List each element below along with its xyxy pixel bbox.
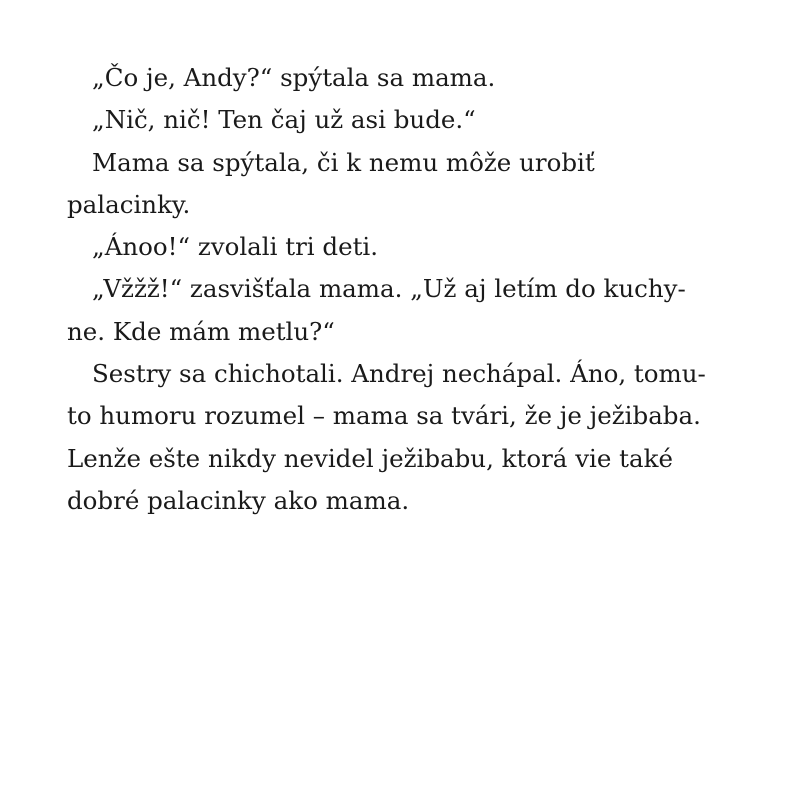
text-line: Mama sa spýtala, či k nemu môže urobiť — [92, 147, 595, 177]
text-line: „Nič, nič! Ten čaj už asi bude.“ — [92, 105, 476, 135]
text-line: ne. Kde mám metlu?“ — [67, 316, 335, 346]
text-line: Sestry sa chichotali. Andrej nechápal. Áno, tomu- — [92, 359, 706, 389]
text-line: „Čo je, Andy?“ spýtala sa mama. — [92, 63, 496, 92]
story-text — [67, 57, 747, 522]
text-line: to humoru rozumel – mama sa tvári, že je ježibaba. — [67, 401, 701, 431]
text-line: „Ánoo!“ zvolali tri deti. — [92, 232, 379, 262]
text-line: palacinky. — [67, 189, 191, 219]
text-line: „Vžžž!“ zasvišťala mama. „Už aj letím do kuchy- — [92, 274, 686, 304]
text-line: dobré palacinky ako mama. — [67, 485, 410, 515]
text-line: Lenže ešte nikdy nevidel ježibabu, ktorá vie také — [67, 443, 673, 473]
